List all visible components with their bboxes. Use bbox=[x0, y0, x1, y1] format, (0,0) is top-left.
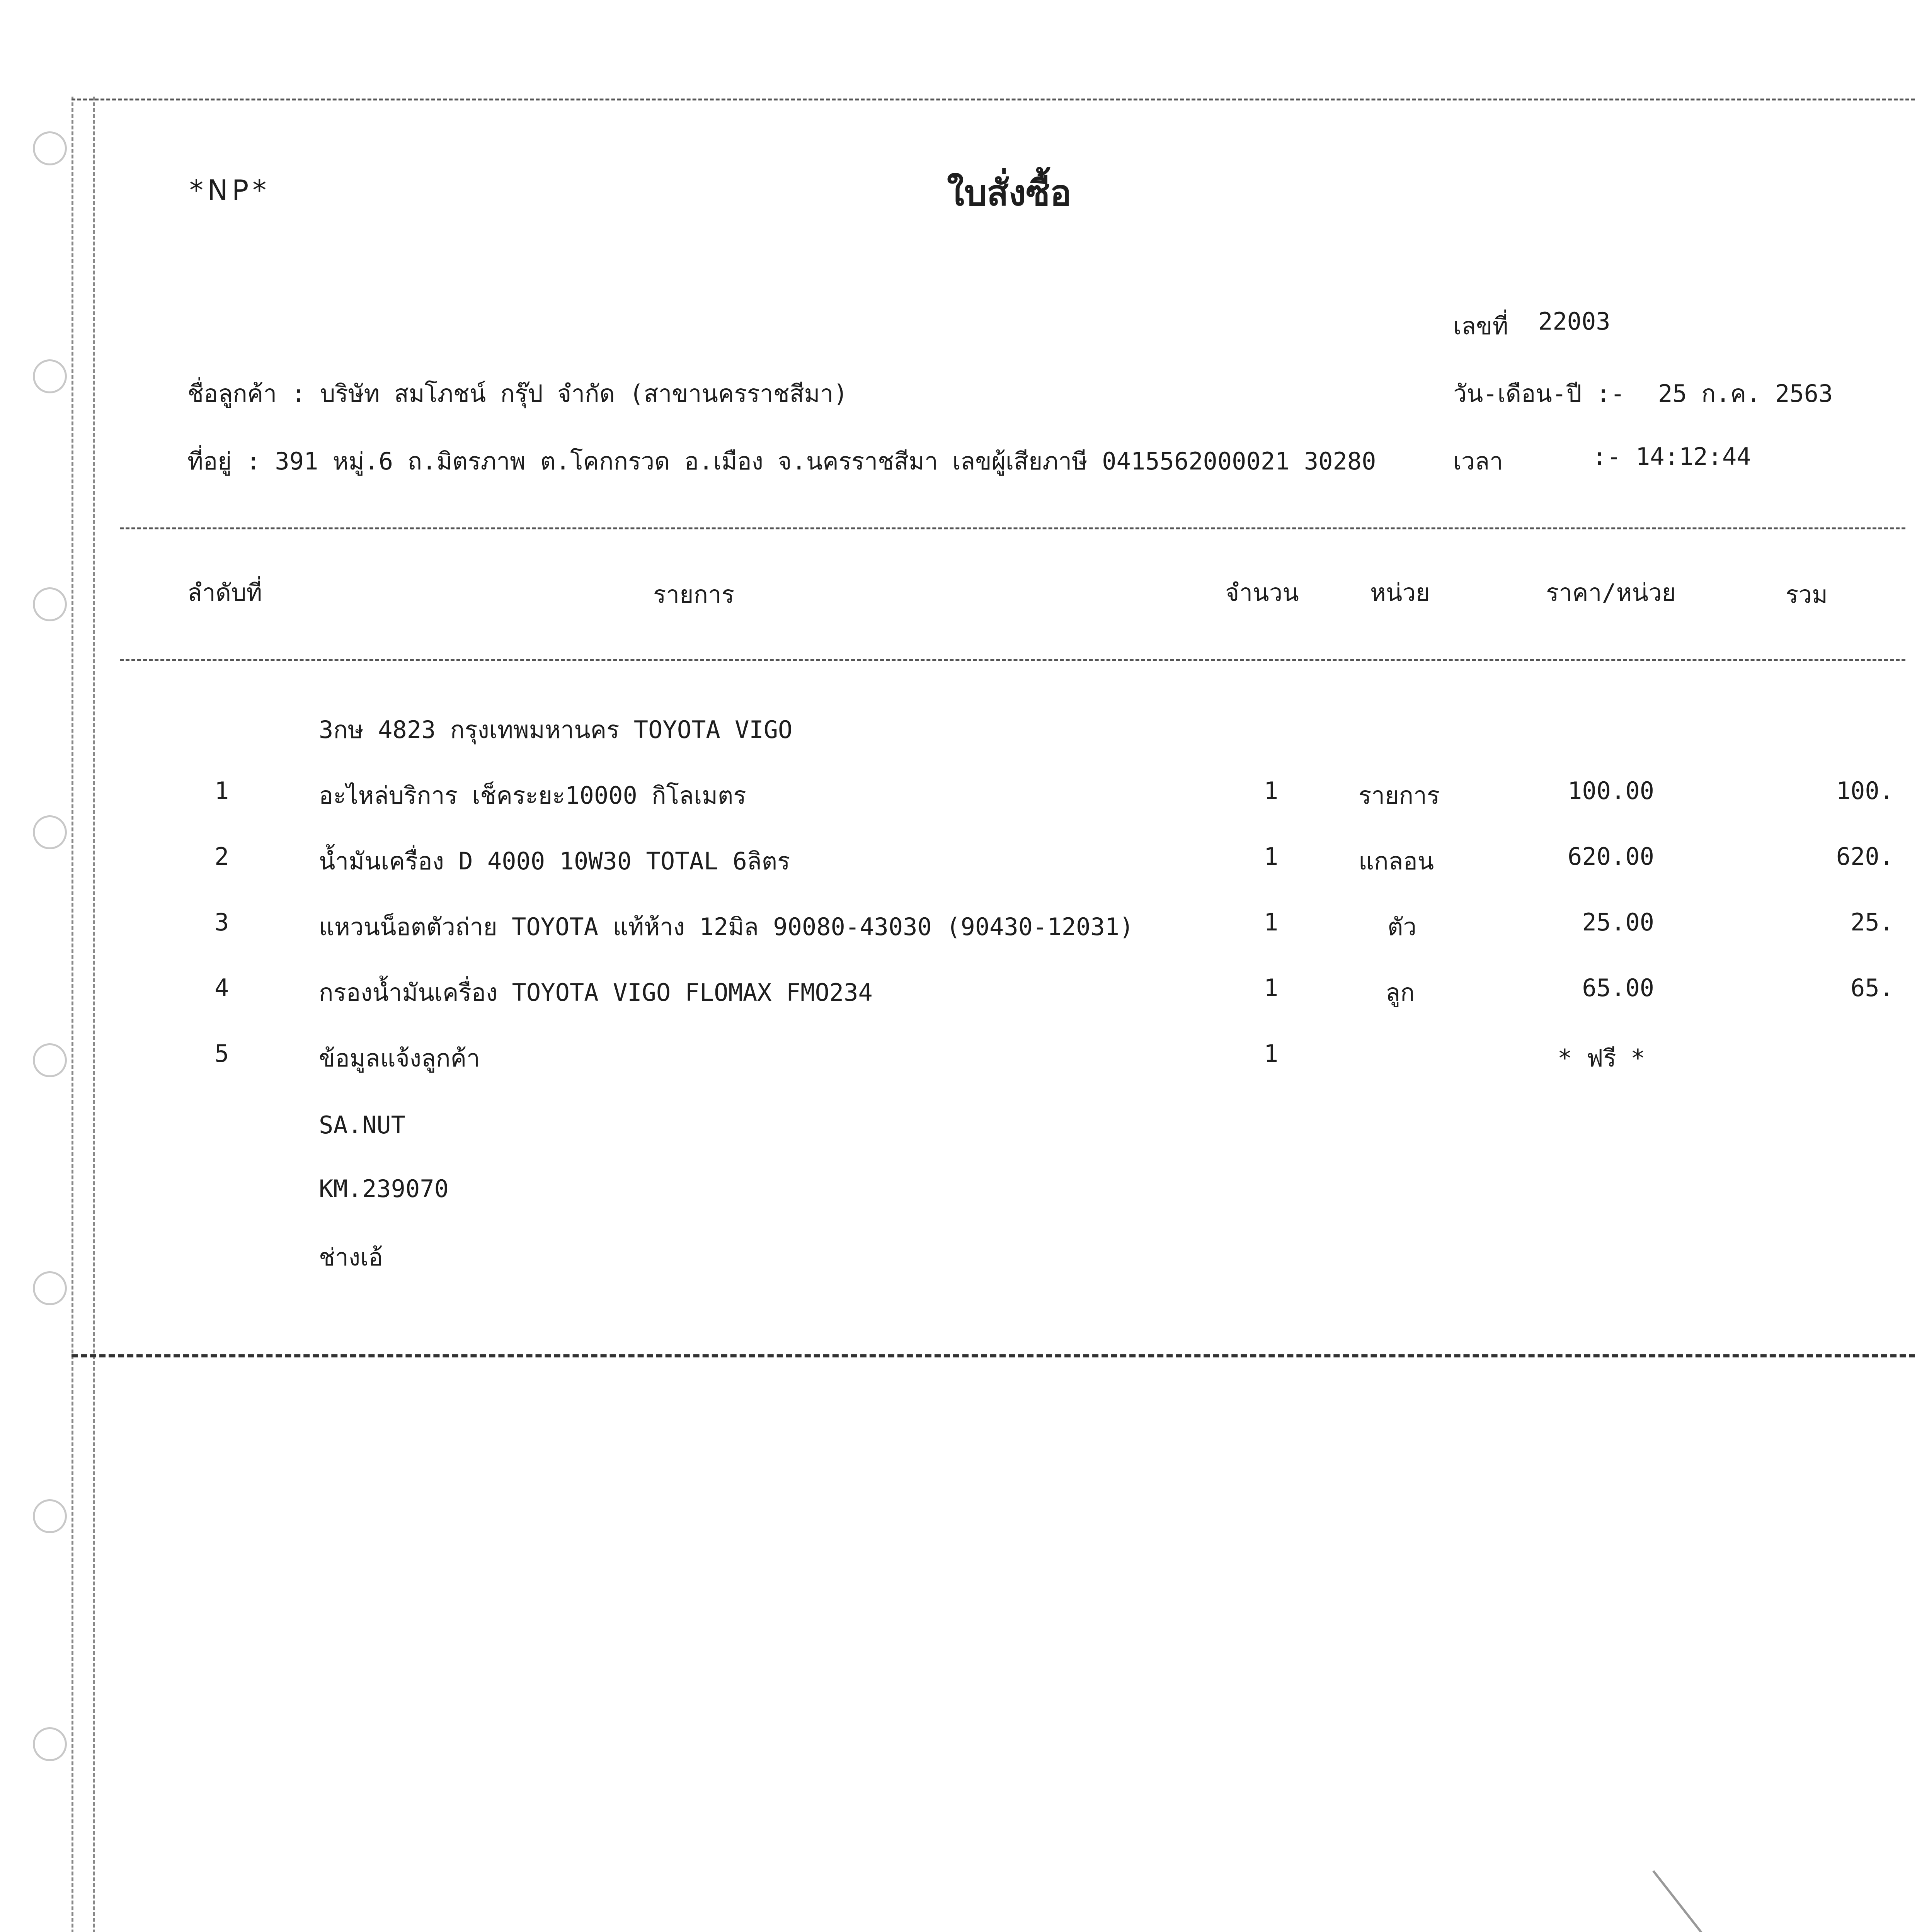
doc-number: 22003 bbox=[1538, 307, 1611, 335]
row-qty: 1 bbox=[1264, 908, 1279, 936]
row-item: แหวนน็อตตัวถ่าย TOYOTA แท้ห้าง 12มิล 90080-43030 (90430-12031) bbox=[319, 913, 1134, 941]
np-tag: *NP* bbox=[189, 174, 271, 206]
sprocket-hole bbox=[33, 815, 67, 849]
row-qty: 1 bbox=[1264, 1039, 1279, 1068]
col-total: รวม bbox=[1786, 580, 1828, 609]
row-price: 620.00 bbox=[1568, 842, 1654, 871]
doc-date: 25 ก.ค. 2563 bbox=[1658, 379, 1833, 408]
sprocket-hole bbox=[33, 587, 67, 621]
sprocket-hole bbox=[33, 1271, 67, 1305]
note-line: ช่างเอ้ bbox=[319, 1243, 383, 1271]
row-qty: 1 bbox=[1264, 974, 1279, 1002]
row-no: 4 bbox=[215, 974, 229, 1002]
row-unit: ลูก bbox=[1386, 978, 1415, 1007]
note-line: SA.NUT bbox=[319, 1111, 405, 1139]
col-price: ราคา/หน่วย bbox=[1546, 578, 1676, 607]
perforation-line bbox=[72, 97, 73, 1932]
row-total: 25. bbox=[1851, 908, 1894, 936]
top-border bbox=[72, 99, 1915, 100]
doc-time-label: เวลา bbox=[1453, 447, 1503, 475]
header-divider bbox=[120, 527, 1905, 529]
doc-date-label: วัน-เดือน-ปี :- bbox=[1453, 379, 1625, 408]
col-item: รายการ bbox=[653, 580, 735, 609]
customer-address: ที่อยู่ : 391 หมู่.6 ถ.มิตรภาพ ต.โคกกรวด อ.เมือง จ.นครราชสีมา เลขผู้เสียภาษี 0415562000021 30280 bbox=[187, 447, 1376, 475]
row-total: 100. bbox=[1836, 777, 1894, 805]
row-price: * ฟรี * bbox=[1558, 1044, 1645, 1072]
row-unit: แกลอน bbox=[1359, 847, 1434, 875]
row-unit: ตัว bbox=[1388, 913, 1417, 941]
perforation-line bbox=[93, 97, 95, 1932]
col-no: ลำดับที่ bbox=[187, 578, 262, 607]
row-no: 1 bbox=[215, 777, 229, 805]
row-item: น้ำมันเครื่อง D 4000 10W30 TOTAL 6ลิตร bbox=[319, 847, 790, 875]
row-no: 3 bbox=[215, 908, 229, 936]
sprocket-hole bbox=[33, 359, 67, 393]
row-no: 2 bbox=[215, 842, 229, 871]
column-divider bbox=[120, 659, 1905, 661]
doc-time: :- 14:12:44 bbox=[1592, 442, 1751, 471]
row-price: 65.00 bbox=[1582, 974, 1654, 1002]
items-end-divider bbox=[72, 1354, 1915, 1357]
row-unit: รายการ bbox=[1359, 781, 1440, 810]
sprocket-hole bbox=[33, 1043, 67, 1077]
row-total: 65. bbox=[1851, 974, 1894, 1002]
stray-mark bbox=[1652, 1870, 1709, 1932]
row-price: 100.00 bbox=[1568, 777, 1654, 805]
sprocket-hole bbox=[33, 1727, 67, 1761]
row-no: 5 bbox=[215, 1039, 229, 1068]
sprocket-hole bbox=[33, 1499, 67, 1533]
row-total: 620. bbox=[1836, 842, 1894, 871]
vehicle-line: 3กษ 4823 กรุงเทพมหานคร TOYOTA VIGO bbox=[319, 716, 793, 744]
row-qty: 1 bbox=[1264, 777, 1279, 805]
col-qty: จำนวน bbox=[1225, 578, 1299, 607]
doc-number-label: เลขที่ bbox=[1453, 312, 1508, 340]
row-price: 25.00 bbox=[1582, 908, 1654, 936]
col-unit: หน่วย bbox=[1370, 578, 1430, 607]
row-item: กรองน้ำมันเครื่อง TOYOTA VIGO FLOMAX FMO234 bbox=[319, 978, 873, 1007]
customer-name: ชื่อลูกค้า : บริษัท สมโภชน์ กรุ๊ป จำกัด (สาขานครราชสีมา) bbox=[187, 379, 848, 408]
row-item: อะไหล่บริการ เช็คระยะ10000 กิโลเมตร bbox=[319, 781, 746, 810]
row-item: ข้อมูลแจ้งลูกค้า bbox=[319, 1044, 480, 1072]
row-qty: 1 bbox=[1264, 842, 1279, 871]
document-title: ใบสั่งซื้อ bbox=[947, 172, 1072, 214]
sprocket-hole bbox=[33, 131, 67, 165]
note-line: KM.239070 bbox=[319, 1175, 449, 1203]
